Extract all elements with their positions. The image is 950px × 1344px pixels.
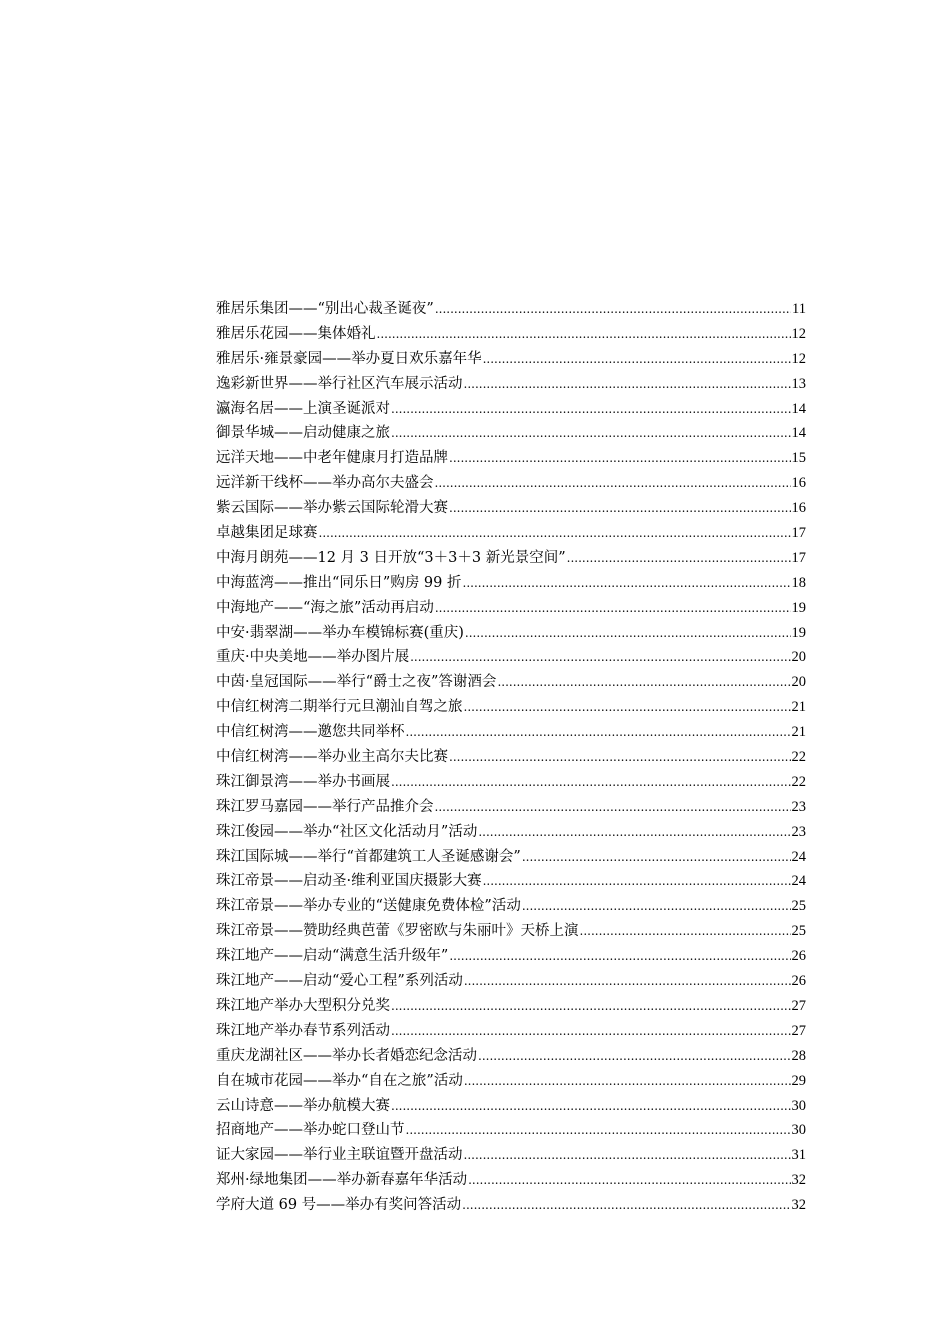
toc-entry-page-number: 12 bbox=[791, 325, 806, 342]
toc-entry[interactable] bbox=[216, 894, 806, 919]
toc-entry-page-number: 11 bbox=[792, 301, 806, 317]
toc-entry-title: 自在城市花园——举办“自在之旅”活动 bbox=[216, 1072, 463, 1089]
toc-dot-leader bbox=[478, 820, 790, 845]
toc-entry-page-number: 32 bbox=[791, 1197, 806, 1214]
toc-entry-page-number: 26 bbox=[791, 973, 806, 990]
toc-entry[interactable] bbox=[216, 919, 806, 944]
toc-entry-title: 瀛海名居——上演圣诞派对 bbox=[216, 400, 390, 417]
toc-entry-page-number: 18 bbox=[791, 574, 806, 591]
toc-entry-title: 御景华城——启动健康之旅 bbox=[216, 425, 390, 442]
toc-entry-page-number: 12 bbox=[791, 350, 806, 367]
toc-entry[interactable] bbox=[216, 546, 806, 571]
toc-entry-title: 珠江俊园——举办“社区文化活动月”活动 bbox=[216, 823, 478, 840]
toc-dot-leader bbox=[522, 894, 791, 919]
toc-entry-title: 珠江帝景——启动圣·维利亚国庆摄影大赛 bbox=[216, 873, 482, 890]
toc-dot-leader bbox=[483, 347, 791, 372]
toc-dot-leader bbox=[449, 944, 790, 969]
toc-entry[interactable] bbox=[216, 695, 806, 720]
toc-entry-title: 中安·翡翠湖——举办车模锦标赛(重庆) bbox=[216, 624, 464, 641]
toc-dot-leader bbox=[449, 745, 791, 770]
toc-entry[interactable] bbox=[216, 1069, 806, 1094]
toc-entry-title: 中茵·皇冠国际——举行“爵士之夜”答谢酒会 bbox=[216, 674, 497, 691]
toc-dot-leader bbox=[464, 969, 791, 994]
toc-entry-page-number: 22 bbox=[791, 773, 806, 790]
toc-entry[interactable] bbox=[216, 1168, 806, 1193]
toc-entry-page-number: 19 bbox=[791, 624, 806, 641]
toc-dot-leader bbox=[391, 421, 791, 446]
toc-entry-title: 中信红树湾二期举行元旦潮汕自驾之旅 bbox=[216, 699, 463, 716]
toc-entry-title: 雅居乐集团——“别出心裁圣诞夜” bbox=[216, 301, 434, 317]
toc-entry-page-number: 28 bbox=[791, 1047, 806, 1064]
toc-entry-page-number: 24 bbox=[791, 873, 806, 890]
toc-entry[interactable] bbox=[216, 347, 806, 372]
toc-entry-page-number: 30 bbox=[791, 1097, 806, 1114]
toc-entry[interactable] bbox=[216, 421, 806, 446]
toc-dot-leader bbox=[497, 670, 790, 695]
toc-entry[interactable] bbox=[216, 1118, 806, 1143]
toc-entry-title: 中海月朗苑——12 月 3 日开放“3＋3＋3 新光景空间” bbox=[216, 549, 566, 566]
toc-entry[interactable] bbox=[216, 621, 806, 646]
toc-entry[interactable] bbox=[216, 770, 806, 795]
toc-entry[interactable] bbox=[216, 496, 806, 521]
toc-dot-leader bbox=[410, 645, 790, 670]
toc-entry[interactable] bbox=[216, 944, 806, 969]
toc-entry-title: 中信红树湾——举办业主高尔夫比赛 bbox=[216, 749, 448, 766]
toc-entry-page-number: 21 bbox=[791, 724, 806, 741]
toc-entry-title: 郑州·绿地集团——举办新春嘉年华活动 bbox=[216, 1172, 468, 1189]
toc-entry-page-number: 29 bbox=[791, 1072, 806, 1089]
toc-entry-title: 证大家园——举行业主联谊暨开盘活动 bbox=[216, 1147, 463, 1164]
toc-entry-page-number: 17 bbox=[791, 549, 806, 566]
toc-dot-leader bbox=[449, 446, 791, 471]
toc-entry-title: 珠江帝景——赞助经典芭蕾《罗密欧与朱丽叶》天桥上演 bbox=[216, 923, 579, 940]
toc-entry-page-number: 32 bbox=[791, 1172, 806, 1189]
toc-entry-title: 中信红树湾——邀您共同举杯 bbox=[216, 724, 405, 741]
toc-entry-title: 珠江地产举办大型积分兑奖 bbox=[216, 997, 390, 1014]
toc-dot-leader bbox=[478, 1044, 791, 1069]
toc-entry-page-number: 24 bbox=[791, 848, 806, 865]
toc-entry[interactable] bbox=[216, 1193, 806, 1218]
toc-dot-leader bbox=[391, 1019, 791, 1044]
toc-entry-page-number: 20 bbox=[791, 649, 806, 666]
toc-entry[interactable] bbox=[216, 446, 806, 471]
toc-entry-title: 珠江地产——启动“爱心工程”系列活动 bbox=[216, 973, 463, 990]
toc-entry[interactable] bbox=[216, 820, 806, 845]
toc-dot-leader bbox=[463, 571, 791, 596]
toc-entry-page-number: 31 bbox=[791, 1147, 806, 1164]
toc-dot-leader bbox=[468, 1168, 790, 1193]
toc-entry[interactable] bbox=[216, 795, 806, 820]
toc-entry-title: 珠江帝景——举办专业的“送健康免费体检”活动 bbox=[216, 898, 521, 915]
toc-entry-title: 中海地产——“海之旅”活动再启动 bbox=[216, 599, 434, 616]
toc-entry[interactable] bbox=[216, 670, 806, 695]
toc-entry-title: 逸彩新世界——举行社区汽车展示活动 bbox=[216, 375, 463, 392]
toc-dot-leader bbox=[567, 546, 791, 571]
toc-dot-leader bbox=[319, 521, 791, 546]
toc-entry[interactable] bbox=[216, 596, 806, 621]
toc-entry-title: 远洋天地——中老年健康月打造品牌 bbox=[216, 450, 448, 467]
toc-entry-page-number: 23 bbox=[791, 823, 806, 840]
toc-entry-title: 珠江国际城——举行“首都建筑工人圣诞感谢会” bbox=[216, 848, 521, 865]
toc-entry-title: 重庆龙湖社区——举办长者婚恋纪念活动 bbox=[216, 1047, 477, 1064]
toc-entry-title: 珠江罗马嘉园——举行产品推介会 bbox=[216, 798, 434, 815]
toc-entry[interactable] bbox=[216, 1143, 806, 1168]
toc-dot-leader bbox=[464, 695, 791, 720]
toc-entry-title: 学府大道 69 号——举办有奖问答活动 bbox=[216, 1197, 462, 1214]
toc-entry-page-number: 14 bbox=[791, 425, 806, 442]
toc-dot-leader bbox=[464, 372, 791, 397]
toc-entry[interactable] bbox=[216, 745, 806, 770]
toc-entry-page-number: 15 bbox=[791, 450, 806, 467]
toc-entry-page-number: 21 bbox=[791, 699, 806, 716]
toc-entry-page-number: 19 bbox=[791, 599, 806, 616]
toc-entry-page-number: 16 bbox=[791, 475, 806, 492]
toc-entry-title: 招商地产——举办蛇口登山节 bbox=[216, 1122, 405, 1139]
toc-entry-page-number: 27 bbox=[791, 1022, 806, 1039]
toc-entry-title: 珠江地产举办春节系列活动 bbox=[216, 1022, 390, 1039]
toc-dot-leader bbox=[391, 1094, 791, 1119]
toc-dot-leader bbox=[522, 845, 791, 870]
toc-entry[interactable] bbox=[216, 845, 806, 870]
toc-entry[interactable] bbox=[216, 720, 806, 745]
toc-entry[interactable] bbox=[216, 471, 806, 496]
toc-entry-page-number: 17 bbox=[791, 525, 806, 542]
toc-entry[interactable] bbox=[216, 1019, 806, 1044]
toc-entry[interactable] bbox=[216, 571, 806, 596]
toc-entry[interactable] bbox=[216, 1094, 806, 1119]
toc-dot-leader bbox=[391, 397, 791, 422]
toc-entry-page-number: 16 bbox=[791, 500, 806, 517]
toc-dot-leader bbox=[435, 596, 791, 621]
toc-entry[interactable] bbox=[216, 322, 806, 347]
toc-dot-leader bbox=[377, 322, 791, 347]
toc-entry[interactable] bbox=[216, 869, 806, 894]
toc-entry-title: 中海蓝湾——推出“同乐日”购房 99 折 bbox=[216, 574, 462, 591]
toc-dot-leader bbox=[406, 720, 791, 745]
toc-entry-title: 雅居乐·雍景豪园——举办夏日欢乐嘉年华 bbox=[216, 350, 482, 367]
toc-entry-page-number: 25 bbox=[791, 898, 806, 915]
toc-entry-page-number: 23 bbox=[791, 798, 806, 815]
toc-entry-title: 远洋新干线杯——举办高尔夫盛会 bbox=[216, 475, 434, 492]
toc-entry-page-number: 26 bbox=[791, 948, 806, 965]
toc-entry[interactable] bbox=[216, 1044, 806, 1069]
toc-entry-page-number: 22 bbox=[791, 749, 806, 766]
toc-entry-page-number: 30 bbox=[791, 1122, 806, 1139]
toc-entry-page-number: 13 bbox=[791, 375, 806, 392]
toc-entry[interactable] bbox=[216, 297, 806, 322]
toc-entry-title: 珠江御景湾——举办书画展 bbox=[216, 773, 390, 790]
table-of-contents bbox=[216, 297, 806, 1218]
toc-entry-title: 重庆·中央美地——举办图片展 bbox=[216, 649, 410, 666]
toc-dot-leader bbox=[464, 1069, 791, 1094]
toc-dot-leader bbox=[465, 621, 791, 646]
toc-entry[interactable] bbox=[216, 645, 806, 670]
toc-dot-leader bbox=[435, 471, 791, 496]
toc-dot-leader bbox=[406, 1118, 791, 1143]
toc-dot-leader bbox=[464, 1143, 791, 1168]
toc-dot-leader bbox=[462, 1193, 790, 1218]
toc-entry[interactable] bbox=[216, 969, 806, 994]
toc-entry[interactable] bbox=[216, 372, 806, 397]
toc-entry-title: 卓越集团足球赛 bbox=[216, 525, 318, 542]
toc-entry-title: 紫云国际——举办紫云国际轮滑大赛 bbox=[216, 500, 448, 517]
toc-entry-title: 雅居乐花园——集体婚礼 bbox=[216, 325, 376, 342]
toc-dot-leader bbox=[391, 994, 791, 1019]
toc-dot-leader bbox=[435, 297, 791, 322]
toc-entry[interactable] bbox=[216, 397, 806, 422]
toc-entry[interactable] bbox=[216, 994, 806, 1019]
toc-entry-page-number: 14 bbox=[791, 400, 806, 417]
toc-dot-leader bbox=[449, 496, 791, 521]
toc-dot-leader bbox=[580, 919, 791, 944]
toc-entry-page-number: 27 bbox=[791, 997, 806, 1014]
toc-dot-leader bbox=[391, 770, 791, 795]
toc-entry-page-number: 25 bbox=[791, 923, 806, 940]
toc-dot-leader bbox=[483, 869, 791, 894]
toc-entry-page-number: 20 bbox=[791, 674, 806, 691]
toc-entry-title: 云山诗意——举办航模大赛 bbox=[216, 1097, 390, 1114]
toc-entry-title: 珠江地产——启动“满意生活升级年” bbox=[216, 948, 449, 965]
toc-entry[interactable] bbox=[216, 521, 806, 546]
toc-dot-leader bbox=[435, 795, 791, 820]
